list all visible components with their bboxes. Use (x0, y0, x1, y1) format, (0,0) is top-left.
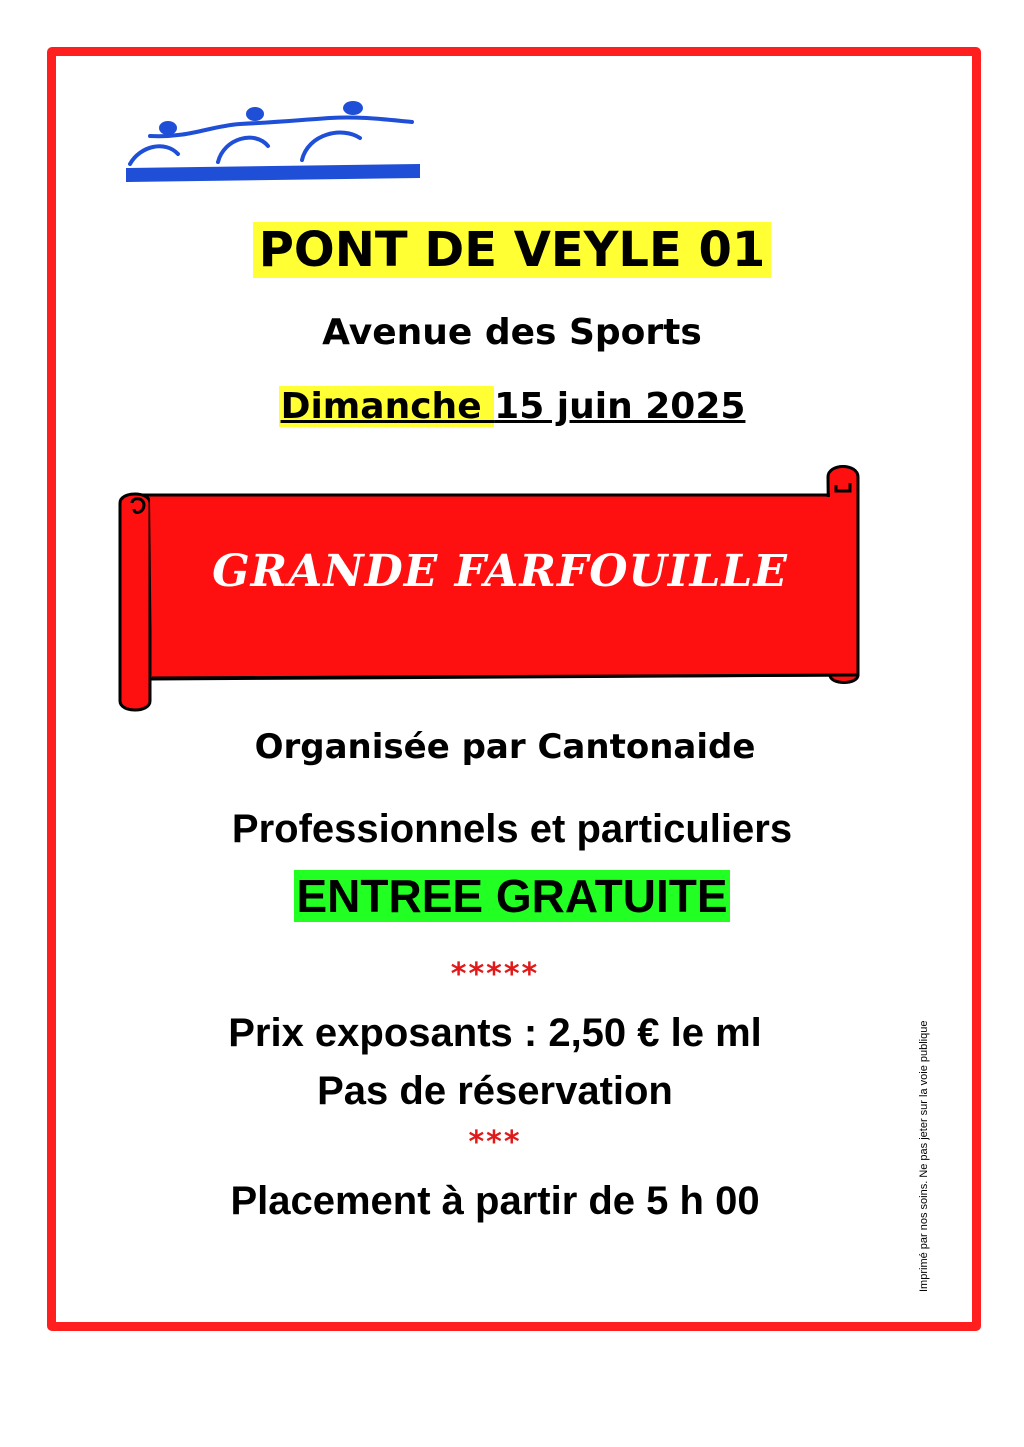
city-title-text: PONT DE VEYLE 01 (253, 222, 772, 278)
audience-text: Professionnels et particuliers (231, 807, 793, 851)
organiser-text: Organisée par Cantonaide (254, 727, 756, 767)
banner-title: GRANDE FARFOUILLE (212, 546, 788, 597)
city-title (0, 218, 1024, 282)
event-day: Dimanche (280, 386, 495, 427)
street-address: Avenue des Sports (322, 312, 702, 353)
free-entry (0, 862, 1024, 930)
printed-note: Imprimé par nos soins. Ne pas jeter sur la voie publique (918, 1020, 930, 1292)
separator-stars: ***** (450, 957, 540, 992)
separator-stars: *** (468, 1125, 522, 1160)
event-date-text: 15 juin 2025 (494, 386, 746, 427)
event-date (0, 384, 1024, 430)
rowers-logo-icon (120, 98, 425, 188)
reservation-note: Pas de réservation (317, 1069, 673, 1113)
exhibitor-price: Prix exposants : 2,50 € le ml (228, 1011, 762, 1055)
free-entry-text: ENTREE GRATUITE (296, 870, 728, 922)
placement-time: Placement à partir de 5 h 00 (230, 1179, 760, 1223)
